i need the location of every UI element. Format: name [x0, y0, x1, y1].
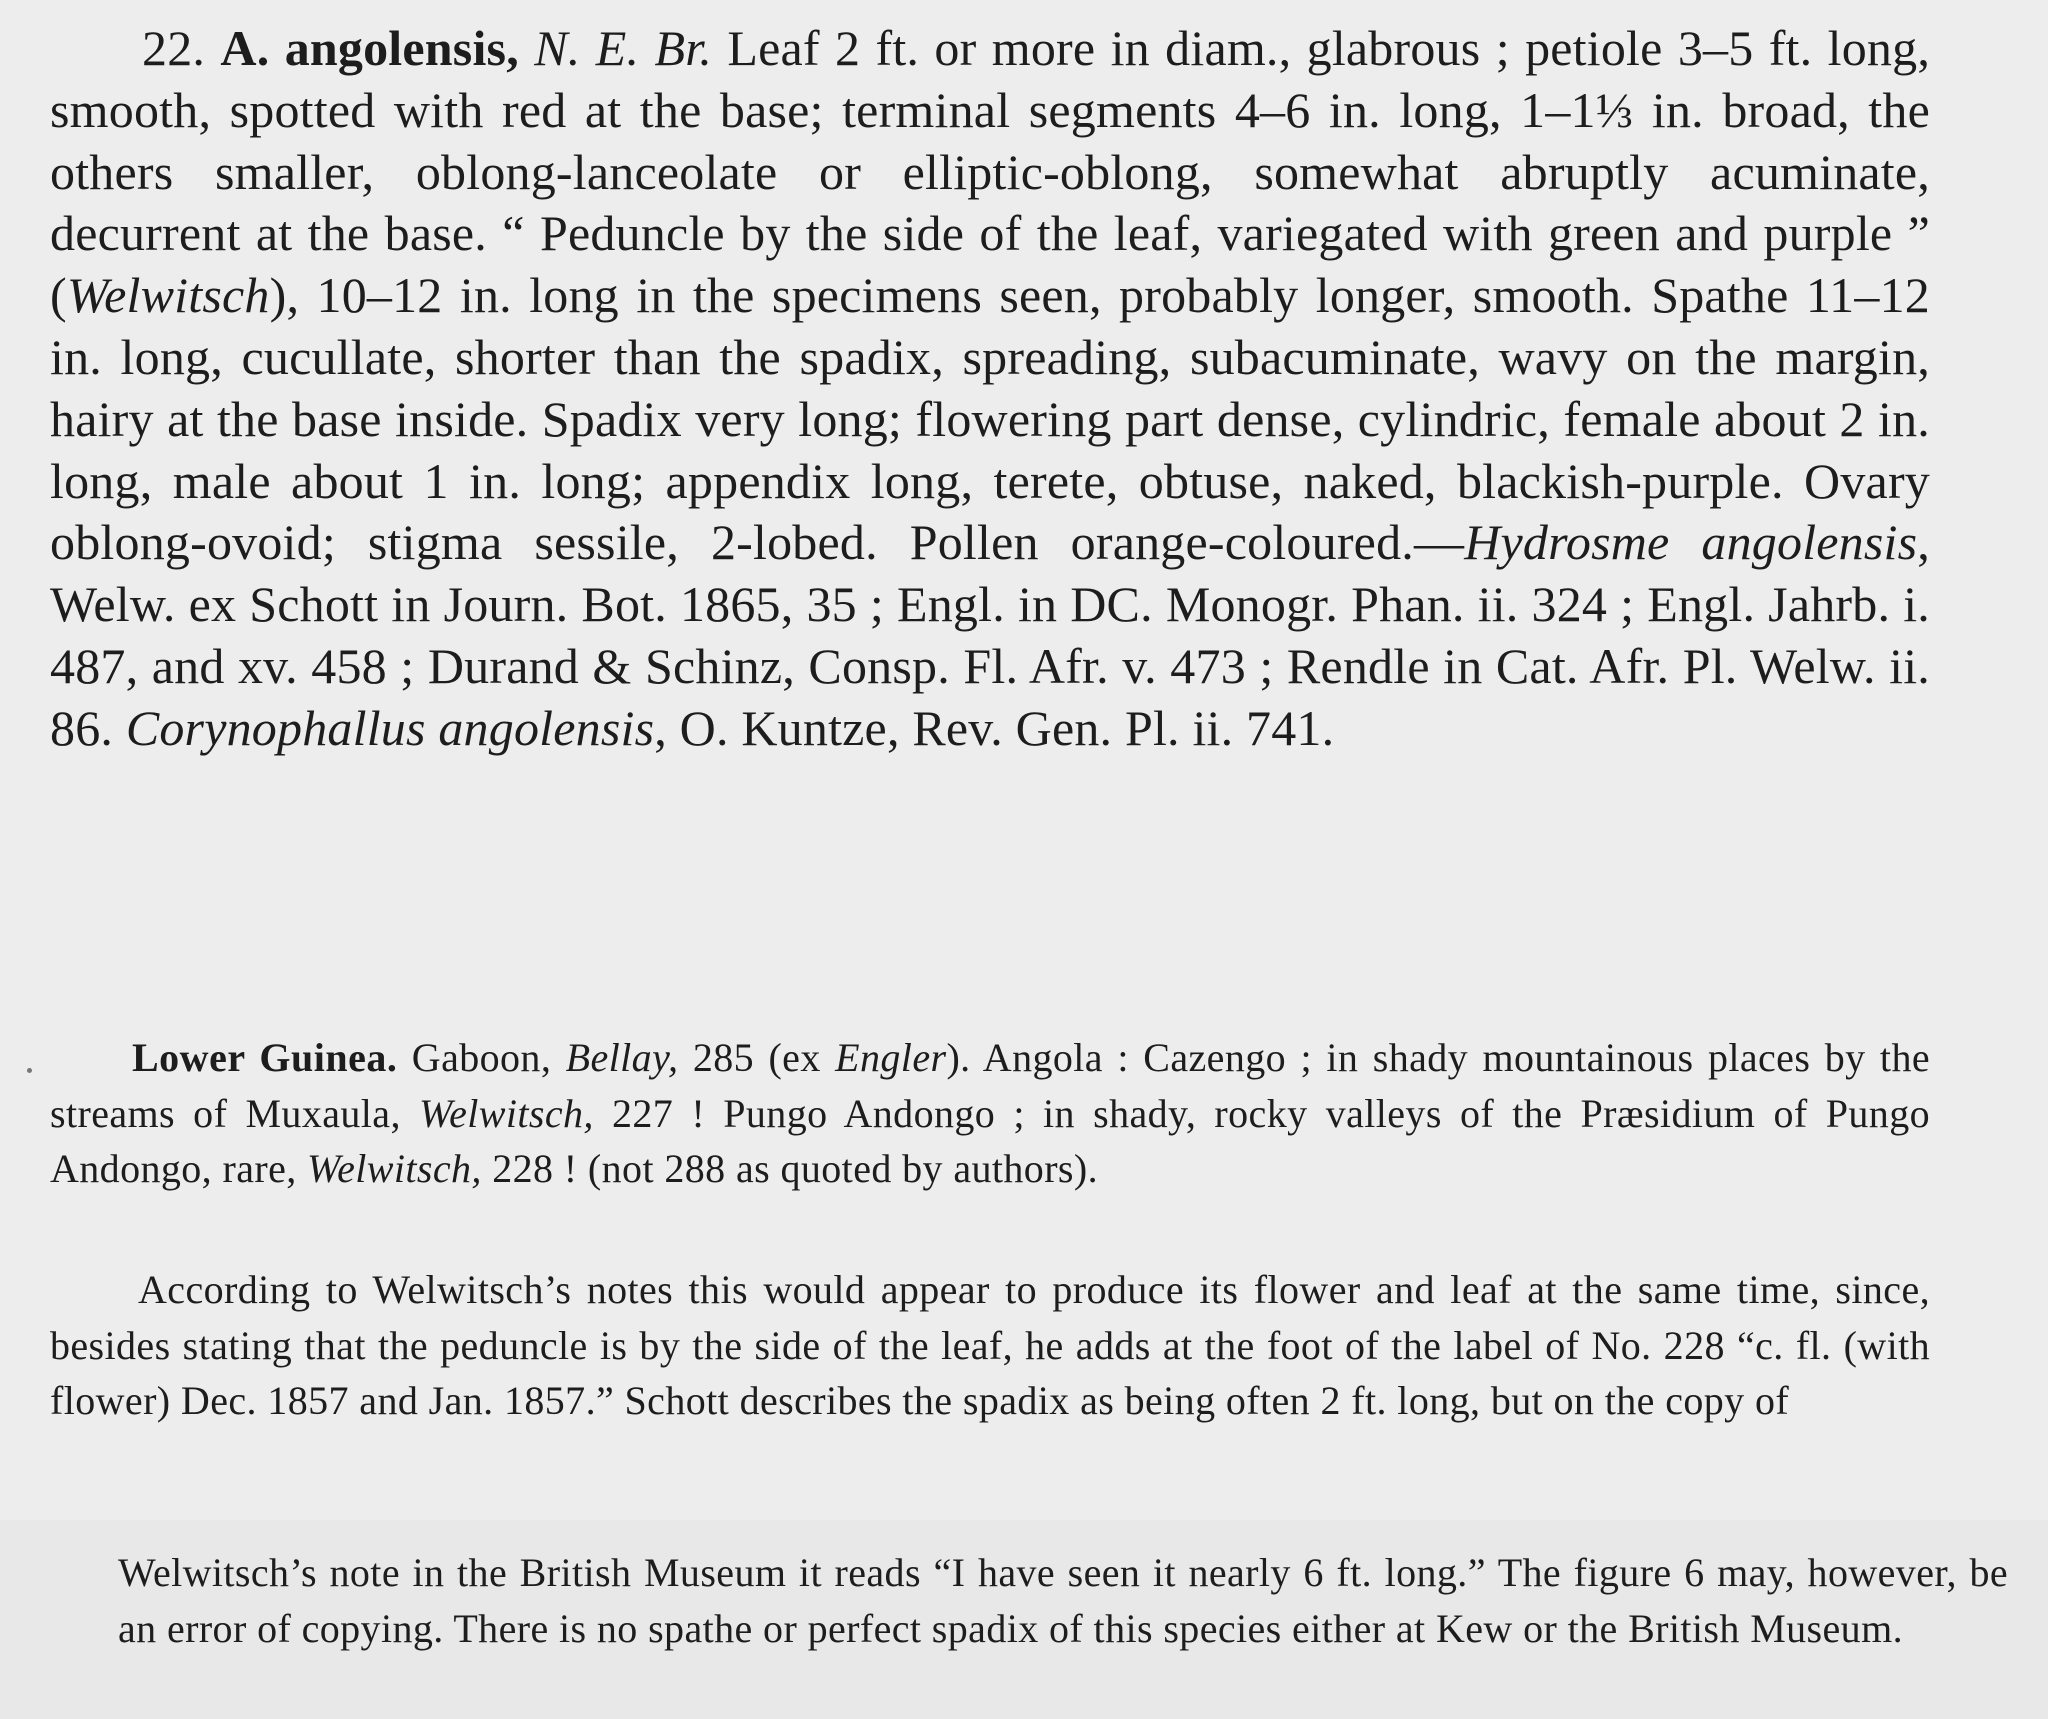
region-heading: Lower Guinea.: [132, 1035, 398, 1080]
notes-paragraph: [50, 1262, 1930, 1429]
notes-continuation: [118, 1545, 2008, 1656]
distribution-text: ). Angola : Cazengo ; in shady mountainous places by the streams of Muxaula,: [50, 1035, 1930, 1136]
species-author: N. E. Br.: [534, 20, 713, 76]
species-description: Leaf 2 ft. or more in diam., glabrous ; petiole 3–5 ft. long, smooth, spotted with red at the base; terminal segments 4–6 in. long, 1–1⅓ in. broad, the others smaller, oblong-lanceolate or elliptic-oblong, somewhat abruptly acuminate, decurrent at the base. “ Peduncle by the side of the leaf, variegated with green and purple ” (: [50, 20, 1931, 324]
distribution-paragraph: [50, 1030, 1930, 1197]
notes-continuation-text: Welwitsch’s note in the British Museum it reads “I have seen it nearly 6 ft. long.” The figure 6 may, however, be an error of copying. There is no spathe or perfect spadix of this species either at Kew or the British Museum.: [118, 1550, 2008, 1651]
distribution-text: 228 ! (not 288 as quoted by authors).: [492, 1146, 1099, 1191]
references-text: , Welw. ex Schott in Journ. Bot. 1865, 35 ; Engl. in DC. Monogr. Phan. ii. 324 ; Engl. Jahrb. i. 487, and xv. 458 ; Durand & Schinz, Consp. Fl. Afr. v. 473 ; Rendle in Cat. Afr. Pl. Welw. ii. 86.: [50, 514, 1930, 756]
distribution-text: 227 ! Pungo Andongo ; in shady, rocky valleys of the Præsidium of Pungo Andongo, rare,: [50, 1090, 1930, 1191]
collector-name: Welwitsch,: [307, 1146, 482, 1191]
species-name: A. angolensis,: [220, 20, 519, 76]
species-entry: [50, 18, 1930, 760]
species-number: 22.: [142, 20, 206, 76]
species-description-cont: ), 10–12 in. long in the specimens seen, probably longer, smooth. Spathe 11–12 in. long, cucullate, shorter than the spadix, spreading, subacuminate, wavy on the margin, hairy at the base inside. Spadix very long; flowering part dense, cylindric, female about 2 in. long, male about 1 in. long; appendix long, terete, obtuse, naked, blackish-purple. Ovary oblong-ovoid; stigma sessile, 2-lobed. Pollen orange-coloured.—: [50, 267, 1930, 571]
margin-speck: [27, 1068, 32, 1073]
distribution-text: Gaboon,: [411, 1035, 552, 1080]
notes-text: According to Welwitsch’s notes this would appear to produce its flower and leaf at the same time, since, besides stating that the peduncle is by the side of the leaf, he adds at the foot of the label of No. 228 “c. fl. (with flower) Dec. 1857 and Jan. 1857.” Schott describes the spadix as being often 2 ft. long, but on the copy of: [50, 1267, 1930, 1423]
collector-name: Engler: [835, 1035, 947, 1080]
collector-name: Bellay,: [565, 1035, 679, 1080]
citation-collector: Welwitsch: [66, 267, 270, 324]
references-text-end: , O. Kuntze, Rev. Gen. Pl. ii. 741.: [654, 699, 1335, 756]
synonym-hydrosme: Hydrosme angolensis: [1464, 514, 1918, 571]
synonym-corynophallus: Corynophallus angolensis: [125, 699, 655, 756]
collector-name: Welwitsch,: [419, 1090, 594, 1136]
distribution-text: 285 (ex: [692, 1035, 821, 1080]
